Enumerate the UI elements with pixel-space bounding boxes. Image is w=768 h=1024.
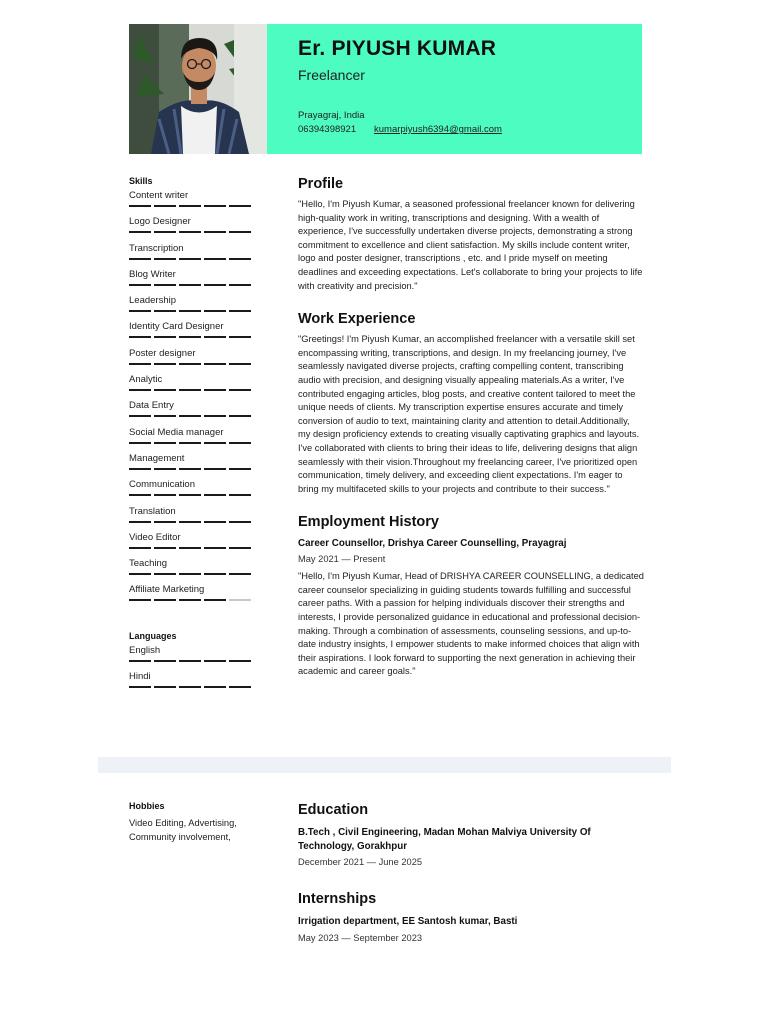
skill-level-bars <box>129 363 251 365</box>
work-title: Work Experience <box>298 311 416 328</box>
skill-level-bars <box>129 442 251 444</box>
candidate-name: Er. PIYUSH KUMAR <box>298 37 497 60</box>
skill-name: Social Media manager <box>129 426 224 438</box>
skill-level-segment <box>179 389 201 391</box>
education-degree: B.Tech , Civil Engineering, Madan Mohan Malviya University Of Technology, Gorakhpur <box>298 827 591 852</box>
skill-level-segment <box>179 310 201 312</box>
skill-level-segment <box>204 363 226 365</box>
profile-section <box>298 176 644 293</box>
language-name: Hindi <box>129 671 151 683</box>
skill-level-segment <box>179 442 201 444</box>
skill-item <box>129 216 253 242</box>
skill-level-segment <box>129 573 151 575</box>
skill-level-segment <box>129 468 151 470</box>
employment-title: Employment History <box>298 514 439 531</box>
skill-level-segment <box>229 573 251 575</box>
skill-level-segment <box>229 258 251 260</box>
languages-list <box>129 645 253 698</box>
internships-title: Internships <box>298 891 377 908</box>
skill-item <box>129 295 253 321</box>
skill-level-segment <box>129 389 151 391</box>
skill-level-segment <box>204 521 226 523</box>
skill-level-segment <box>154 494 176 496</box>
skill-level-segment <box>154 521 176 523</box>
skill-name: Data Entry <box>129 400 174 412</box>
skill-item <box>129 348 253 374</box>
language-item <box>129 645 253 671</box>
education-dates: December 2021 — June 2025 <box>298 857 423 868</box>
language-level-segment <box>204 660 226 662</box>
skill-level-segment <box>204 599 226 601</box>
skills-list <box>129 190 253 611</box>
skill-level-segment <box>229 310 251 312</box>
phone-text: 06394398921 <box>298 124 357 135</box>
skill-level-segment <box>154 231 176 233</box>
skill-level-segment <box>179 468 201 470</box>
skill-level-segment <box>179 363 201 365</box>
skill-item <box>129 400 253 426</box>
skill-name: Logo Designer <box>129 216 191 228</box>
candidate-role: Freelancer <box>298 67 365 83</box>
skill-item <box>129 532 253 558</box>
skill-level-bars <box>129 310 251 312</box>
skill-level-segment <box>179 231 201 233</box>
education-section <box>298 802 644 867</box>
skill-level-segment <box>204 310 226 312</box>
job-title: Career Counsellor, Drishya Career Counselling, Prayagraj <box>298 538 567 550</box>
skill-level-segment <box>229 231 251 233</box>
skill-item <box>129 584 253 610</box>
skill-name: Blog Writer <box>129 268 176 280</box>
skill-level-segment <box>204 389 226 391</box>
skill-level-segment <box>154 258 176 260</box>
skill-level-segment <box>229 494 251 496</box>
skill-level-segment <box>154 310 176 312</box>
skill-level-segment <box>204 573 226 575</box>
language-name: English <box>129 644 161 656</box>
skill-item <box>129 479 253 505</box>
language-level-segment <box>204 686 226 688</box>
skill-level-segment <box>204 284 226 286</box>
job-dates: May 2021 — Present <box>298 554 386 565</box>
skill-level-segment <box>129 205 151 207</box>
page-divider <box>98 757 671 773</box>
skill-name: Identity Card Designer <box>129 321 224 333</box>
skill-level-bars <box>129 494 251 496</box>
skill-name: Transcription <box>129 242 184 254</box>
language-level-segment <box>179 660 201 662</box>
internships-section <box>298 891 644 943</box>
skill-level-segment <box>154 205 176 207</box>
skill-level-segment <box>129 284 151 286</box>
skill-level-segment <box>229 547 251 549</box>
skill-level-segment <box>229 336 251 338</box>
skill-level-segment <box>179 573 201 575</box>
language-level-segment <box>229 686 251 688</box>
skill-level-bars <box>129 336 251 338</box>
work-text: "Greetings! I'm Piyush Kumar, an accomplished freelancer with a versatile skill set encompassing writing, transcriptions, and design. In my freelancing journey, I've seamlessly navigated diverse projects, crafting compelling content, transcribing audio with precision, and designing visually appealing materials.As a writer, I've contributed engaging articles, blog posts, and creative content tailored to meet the unique needs of clients. My transcription expertise ensures accurate and timely conversion of audio to text, maintaining clarity and attention to detail.Additionally, my design proficiency extends to creating visually captivating graphics and layouts. I've collaborated with clients to bring their ideas to life, delivering designs that align seamlessly with their vision.Throughout my freelancing career, I've prioritized open communication, timely delivery, and exceeding client expectations. I'm eager to bring my multifaceted skills to your projects and contribute to their success." <box>298 334 640 494</box>
skill-level-segment <box>204 468 226 470</box>
skill-item <box>129 190 253 216</box>
header-banner <box>129 24 642 154</box>
skill-level-segment <box>179 599 201 601</box>
skill-level-segment <box>179 284 201 286</box>
skill-level-segment <box>229 521 251 523</box>
profile-title: Profile <box>298 176 344 192</box>
language-level-segment <box>129 686 151 688</box>
skill-level-bars <box>129 284 251 286</box>
skill-level-bars <box>129 389 251 391</box>
skill-level-segment <box>129 494 151 496</box>
skill-level-segment <box>179 494 201 496</box>
employment-text: "Hello, I'm Piyush Kumar, Head of DRISHYA CAREER COUNSELLING, a dedicated career counselor specializing in guiding students towards fulfilling and successful career paths. With a passion for helping individuals discover their strengths and interests, I provide personalized guidance in educational and professional decision-making. Through a combination of assessments, counseling sessions, and up-to-date industry insights, I empower students to make informed choices that align with their aspirations. I look forward to supporting the next generation in achieving their academic and career goals." <box>298 571 644 677</box>
skill-level-segment <box>229 468 251 470</box>
language-item <box>129 671 253 697</box>
skill-level-segment <box>154 599 176 601</box>
language-level-segment <box>179 686 201 688</box>
skill-level-segment <box>229 363 251 365</box>
skill-level-segment <box>229 599 251 601</box>
skill-level-bars <box>129 547 251 549</box>
skill-level-bars <box>129 231 251 233</box>
skill-level-segment <box>129 336 151 338</box>
hobbies-heading: Hobbies <box>129 801 165 811</box>
skill-item <box>129 321 253 347</box>
language-level-segment <box>129 660 151 662</box>
skill-item <box>129 269 253 295</box>
skill-level-segment <box>204 231 226 233</box>
skill-name: Translation <box>129 505 176 517</box>
skill-item <box>129 374 253 400</box>
skill-level-segment <box>204 547 226 549</box>
location-text: Prayagraj, India <box>298 110 365 121</box>
skill-level-segment <box>129 415 151 417</box>
sidebar <box>129 176 253 697</box>
language-level-segment <box>154 660 176 662</box>
main-column <box>298 176 644 697</box>
skill-level-segment <box>204 442 226 444</box>
skill-level-bars <box>129 258 251 260</box>
skill-level-segment <box>129 231 151 233</box>
skill-level-segment <box>204 336 226 338</box>
skill-level-segment <box>179 415 201 417</box>
language-level-segment <box>154 686 176 688</box>
email-link[interactable]: kumarpiyush6394@gmail.com <box>374 124 502 135</box>
skill-name: Leadership <box>129 295 177 307</box>
skill-name: Affiliate Marketing <box>129 584 205 596</box>
skill-level-segment <box>229 442 251 444</box>
internship-dates: May 2023 — September 2023 <box>298 932 423 943</box>
skill-level-segment <box>179 336 201 338</box>
employment-section <box>298 514 644 679</box>
skill-level-segment <box>179 521 201 523</box>
skill-level-segment <box>129 442 151 444</box>
languages-heading: Languages <box>129 630 177 641</box>
skill-level-bars <box>129 205 251 207</box>
skill-level-bars <box>129 415 251 417</box>
skill-level-segment <box>154 363 176 365</box>
skill-item <box>129 243 253 269</box>
skill-level-segment <box>229 205 251 207</box>
skill-level-segment <box>204 415 226 417</box>
skill-level-segment <box>129 599 151 601</box>
education-title: Education <box>298 802 369 818</box>
skill-level-segment <box>129 547 151 549</box>
skill-level-segment <box>179 258 201 260</box>
skill-level-bars <box>129 573 251 575</box>
skill-item <box>129 558 253 584</box>
skill-name: Content writer <box>129 190 189 201</box>
skill-name: Teaching <box>129 558 168 570</box>
language-level-bars <box>129 686 251 688</box>
language-level-segment <box>229 660 251 662</box>
internship-position: Irrigation department, EE Santosh kumar, Basti <box>298 916 518 928</box>
skill-level-segment <box>154 415 176 417</box>
hobbies-text: Video Editing, Advertising, Community involvement, <box>129 818 237 842</box>
skill-name: Analytic <box>129 374 163 386</box>
skill-level-segment <box>229 415 251 417</box>
skill-level-bars <box>129 468 251 470</box>
skill-level-segment <box>154 389 176 391</box>
skill-level-segment <box>129 363 151 365</box>
skill-name: Poster designer <box>129 347 196 359</box>
language-level-bars <box>129 660 251 662</box>
skill-level-segment <box>204 258 226 260</box>
skill-level-segment <box>179 205 201 207</box>
profile-photo <box>129 24 267 154</box>
skill-level-bars <box>129 599 251 601</box>
skill-level-segment <box>179 547 201 549</box>
skill-level-segment <box>154 284 176 286</box>
skill-level-segment <box>129 258 151 260</box>
skill-level-segment <box>204 205 226 207</box>
skill-item <box>129 427 253 453</box>
skill-level-segment <box>204 494 226 496</box>
skill-level-segment <box>154 573 176 575</box>
hobbies-section <box>129 801 269 844</box>
skill-level-segment <box>129 521 151 523</box>
work-section <box>298 311 644 496</box>
main-column-page-2 <box>298 802 644 961</box>
skill-level-segment <box>229 389 251 391</box>
skill-level-bars <box>129 521 251 523</box>
skill-level-segment <box>154 547 176 549</box>
skill-level-segment <box>229 284 251 286</box>
header-text <box>298 24 642 154</box>
profile-text: "Hello, I'm Piyush Kumar, a seasoned professional freelancer known for delivering high-quality work in writing, transcriptions and designing. With a wealth of experience, I've successfully undertaken diverse projects, demonstrating a strong commitment to excellence and client satisfaction. My skills include content writer, logo and poster designer, transcriptions , etc. and I pride myself on meeting deadlines and exceeding expectations. Let's collaborate to bring your projects to life with creativity and precision." <box>298 199 643 291</box>
skill-level-segment <box>154 468 176 470</box>
skills-heading: Skills <box>129 176 153 186</box>
skill-name: Communication <box>129 479 195 491</box>
skill-name: Video Editor <box>129 531 181 543</box>
skill-item <box>129 453 253 479</box>
skill-name: Management <box>129 452 185 464</box>
skill-item <box>129 506 253 532</box>
skill-level-segment <box>154 336 176 338</box>
skill-level-segment <box>129 310 151 312</box>
skill-level-segment <box>154 442 176 444</box>
